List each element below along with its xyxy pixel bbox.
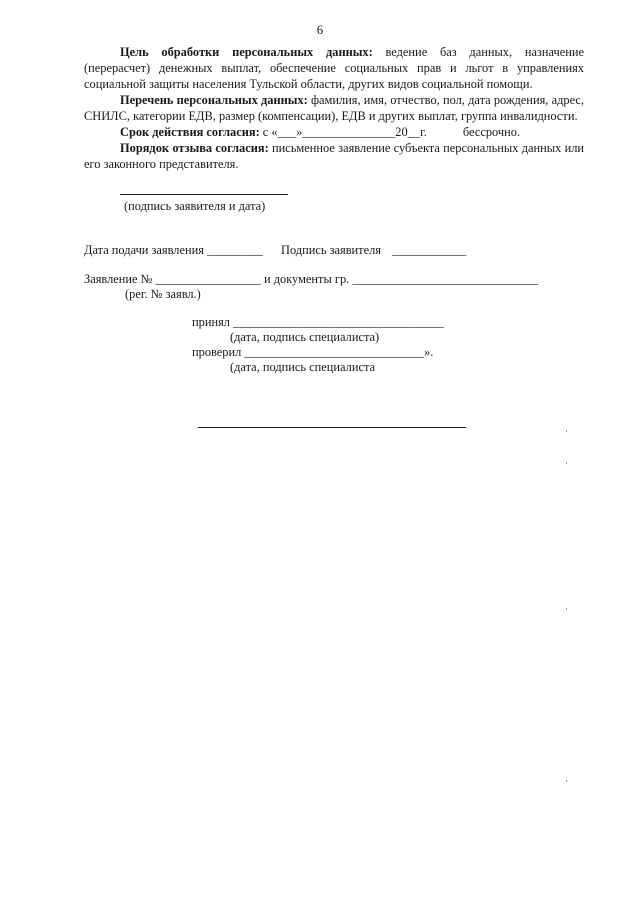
validity-paragraph: [84, 124, 584, 140]
personal-data-label: Перечень персональных данных:: [120, 93, 308, 107]
closing-rule: [198, 427, 466, 428]
submission-signature-blank: ____________: [392, 243, 467, 257]
application-reg-caption: (рег. № заявл.): [125, 287, 201, 301]
validity-label: Срок действия согласия:: [120, 125, 260, 139]
personal-data-paragraph: [84, 92, 584, 124]
revocation-paragraph: [84, 140, 584, 172]
page-number: 6: [316, 22, 324, 37]
checked-caption: (дата, подпись специалиста: [230, 360, 376, 374]
consent-body: [84, 44, 584, 172]
purpose-text: ведение баз данных, назначение (перерасчет) денежных выплат, обеспечение социальных прав и льгот в управлениях социальной защиты населения Тульской области, других видов социальной помощи.: [84, 45, 584, 91]
accepted-caption: (дата, подпись специалиста): [230, 330, 380, 344]
applicant-signature-caption: (подпись заявителя и дата): [124, 199, 266, 213]
scan-speck: [566, 608, 567, 610]
scan-speck: [566, 462, 567, 464]
validity-term: бессрочно.: [462, 125, 521, 139]
checked-line: проверил _____________________________».: [192, 345, 434, 359]
submission-date-label: Дата подачи заявления _________: [84, 243, 263, 257]
accepted-line: принял __________________________________: [192, 315, 444, 329]
applicant-signature-line: [120, 194, 288, 195]
scan-speck: [566, 430, 567, 432]
purpose-paragraph: [84, 44, 584, 92]
purpose-label: Цель обработки персональных данных:: [120, 45, 373, 59]
scan-speck: [566, 780, 567, 782]
revocation-label: Порядок отзыва согласия:: [120, 141, 269, 155]
revocation-text: письменное заявление субъекта персональных данных или его законного представителя.: [84, 141, 585, 171]
application-number-line: Заявление № _________________ и документы гр. ______________________________: [84, 272, 539, 286]
submission-signature-label: Подпись заявителя: [281, 243, 381, 257]
validity-from: с «___»_______________20__г.: [259, 125, 427, 139]
personal-data-text: фамилия, имя, отчество, пол, дата рождения, адрес, СНИЛС, категории ЕДВ, размер (компенсации), ЕДВ и других выплат, группа инвалидности.: [84, 93, 584, 123]
